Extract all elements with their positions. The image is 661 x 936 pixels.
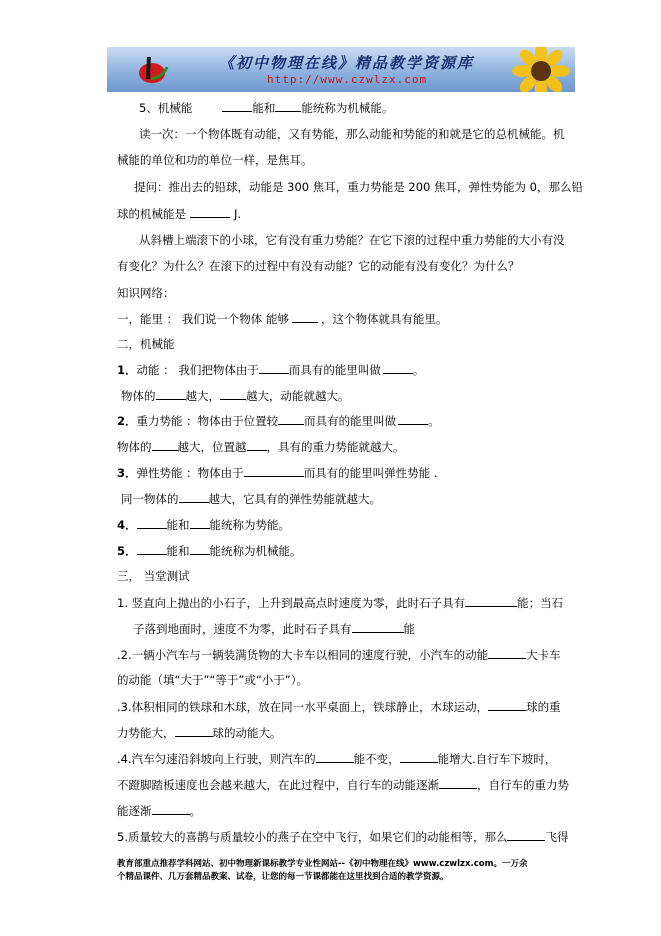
text-line: .2.一辆小汽车与一辆装满货物的大卡车以相同的速度行驶，小汽车的动能 大卡车 bbox=[117, 648, 561, 662]
text-line: 子落到地面时，速度不为零，此时石子具有 能 bbox=[133, 622, 415, 636]
header-banner bbox=[107, 47, 575, 92]
text-line: 1．动能 ： 我们把物体由于 而具有的能里叫做 。 bbox=[117, 363, 425, 377]
section-heading: 二，机械能 bbox=[117, 337, 175, 351]
footer-line: 个精品课件、几万套精品教案、试卷，让您的每一节课都能在这里找到合适的教学资源。 bbox=[117, 872, 449, 882]
text-line: 5、机械能 能和 能统称为机械能。 bbox=[139, 101, 394, 115]
banner-title: 《初中物理在线》精品教学资源库 bbox=[219, 54, 475, 72]
text-line: 从斜槽上端滚下的小球，它有没有重力势能？在它下滚的过程中重力势能的大小有没 bbox=[139, 233, 565, 247]
section-heading: 三， 当堂测试 bbox=[117, 569, 190, 583]
text-line: 4． 能和 能统称为势能。 bbox=[117, 518, 291, 532]
footer-line: 教育部重点推荐学科网站、初中物理新课标教学专业性网站--《初中物理在线》www.czwlzx.com。一万余 bbox=[117, 859, 528, 869]
text-line: 球的机械能是 J. bbox=[117, 207, 242, 221]
text-line: 能逐渐 。 bbox=[117, 804, 201, 818]
text-line: 一，能里 ： 我们说一个物体 能够 ，这个物体就具有能里。 bbox=[117, 312, 448, 326]
text-line: 5.质量较大的喜鹊与质量较小的燕子在空中飞行，如果它们的动能相等，那么 飞得 bbox=[117, 830, 569, 844]
text-line: 1. 竖直向上抛出的小石子，上升到最高点时速度为零，此时石子具有 能；当石 bbox=[117, 596, 564, 610]
text-line: 物体的 越大，位置越 ，具有的重力势能就越大。 bbox=[117, 440, 405, 454]
text-line: 不蹬脚踏板速度也会越来越大，在此过程中，自行车的动能逐渐 ，自行车的重力势 bbox=[117, 778, 569, 792]
text-line: 械能的单位和功的单位一样，是焦耳。 bbox=[117, 153, 313, 167]
sunflower-icon bbox=[511, 47, 571, 92]
text-line: 2．重力势能 ：物体由于位置较 而具有的能里叫做 。 bbox=[117, 414, 440, 428]
text-line: 力势能大， 球的动能大。 bbox=[117, 726, 282, 740]
banner-url[interactable]: http://www.czwlzx.com bbox=[267, 73, 428, 86]
text-line: 3．弹性势能 ：物体由于 而具有的能里叫弹性势能 . bbox=[117, 466, 438, 480]
text-line: 读一次：一个物体既有动能，又有势能，那么动能和势能的和就是它的总机械能。机 bbox=[139, 127, 565, 141]
text-line: 知识网络： bbox=[117, 286, 175, 300]
site-logo-icon bbox=[137, 53, 171, 87]
text-line: .4.汽车匀速沿斜坡向上行驶，则汽车的 能不变， 能增大.自行车下坡时， bbox=[117, 752, 557, 766]
text-line: 同一物体的 越大，它具有的弹性势能就越大。 bbox=[121, 492, 381, 506]
text-line: 有变化？为什么？在滚下的过程中有没有动能？它的动能有没有变化？为什么？ bbox=[117, 259, 520, 273]
text-line: 提问：推出去的铅球，动能是 300 焦耳，重力势能是 200 焦耳，弹性势能为 0，那么铅 bbox=[134, 180, 583, 194]
text-line: .3.体积相同的铁球和木球，放在同一水平桌面上，铁球静止，木球运动， 球的重 bbox=[117, 700, 561, 714]
text-line: 物体的 越大， 越大，动能就越大。 bbox=[121, 389, 350, 403]
text-line: 5． 能和 能统称为机械能。 bbox=[117, 544, 302, 558]
text-line: 的动能（填“大于”“等于”或“小于”）。 bbox=[117, 673, 308, 687]
